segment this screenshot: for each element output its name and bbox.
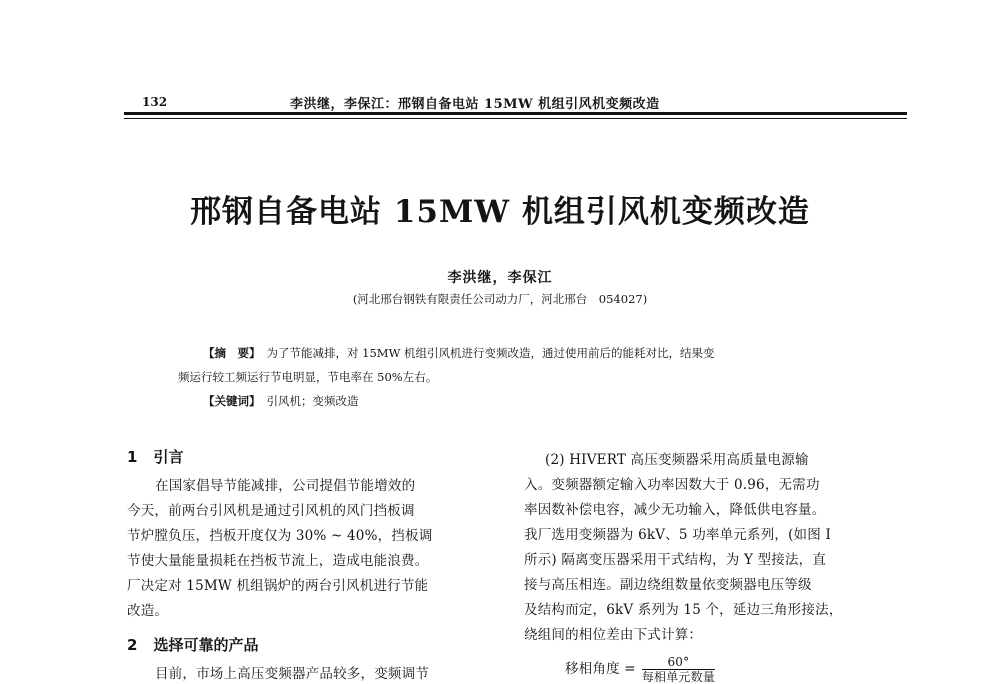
right-column-line: (2) HIVERT 高压变频器采用高质量电源输 — [545, 452, 809, 468]
right-column-line: 所示) 隔离变压器采用干式结构，为 Y 型接法，直 — [524, 552, 827, 568]
section-1-line: 厂决定对 15MW 机组锅炉的两台引风机进行节能 — [127, 578, 429, 594]
header-rule-thin — [124, 118, 907, 119]
page-number: 132 — [142, 95, 168, 109]
section-2-title: 选择可靠的产品 — [153, 636, 259, 654]
abstract-text-line-1: 为了节能减排，对 15MW 机组引风机进行变频改造，通过使用前后的能耗对比，结果变 — [266, 346, 715, 360]
section-1-line: 节使大量能量损耗在挡板节流上，造成电能浪费。 — [127, 553, 429, 569]
formula-fraction — [642, 655, 715, 684]
formula-lhs: 移相角度 = — [565, 661, 636, 677]
affiliation: (河北邢台钢铁有限责任公司动力厂，河北邢台 054027) — [352, 292, 648, 306]
abstract-label: 【摘 要】 — [203, 346, 261, 360]
right-column-line: 入。变频器额定输入功率因数大于 0.96，无需功 — [524, 477, 820, 493]
right-column-line: 率因数补偿电容，减少无功输入，降低供电容量。 — [524, 502, 826, 518]
abstract — [203, 345, 715, 361]
right-column-line: 接与高压相连。副边绕组数量依变频器电压等级 — [524, 577, 812, 593]
section-2-heading — [127, 634, 258, 655]
section-1-line: 在国家倡导节能减排，公司提倡节能增效的 — [155, 478, 416, 494]
keywords-text: 引风机；变频改造 — [266, 394, 359, 408]
section-1-heading — [127, 446, 183, 467]
right-column-line: 及结构而定，6kV 系列为 15 个，延边三角形接法， — [524, 602, 843, 618]
abstract-text-line-2: 频运行较工频运行节电明显，节电率在 50%左右。 — [178, 370, 438, 384]
paper-title: 邢钢自备电站 15MW 机组引风机变频改造 — [190, 194, 810, 230]
keywords — [203, 393, 359, 409]
right-column-line: 绕组间的相位差由下式计算： — [524, 627, 703, 643]
section-1-number: 1 — [127, 448, 138, 466]
section-1-line: 节炉膛负压，挡板开度仅为 30% ~ 40%，挡板调 — [127, 528, 433, 544]
header-rule-thick — [124, 112, 907, 115]
section-1-title: 引言 — [153, 448, 184, 466]
section-1-line: 今天，前两台引风机是通过引风机的风门挡板调 — [127, 503, 415, 519]
right-column-line: 我厂选用变频器为 6kV、5 功率单元系列，(如图 I — [524, 527, 831, 543]
phase-shift-formula — [565, 655, 715, 684]
section-2-line: 目前，市场上高压变频器产品较多，变频调节 — [155, 666, 429, 682]
section-1-line: 改造。 — [127, 603, 169, 619]
section-2-number: 2 — [127, 636, 138, 654]
formula-numerator: 60° — [642, 655, 715, 670]
formula-denominator: 每相单元数量 — [641, 670, 716, 684]
authors: 李洪继，李保江 — [447, 270, 553, 286]
keywords-label: 【关键词】 — [203, 394, 261, 408]
running-header: 李洪继，李保江：邢钢自备电站 15MW 机组引风机变频改造 — [290, 97, 660, 112]
